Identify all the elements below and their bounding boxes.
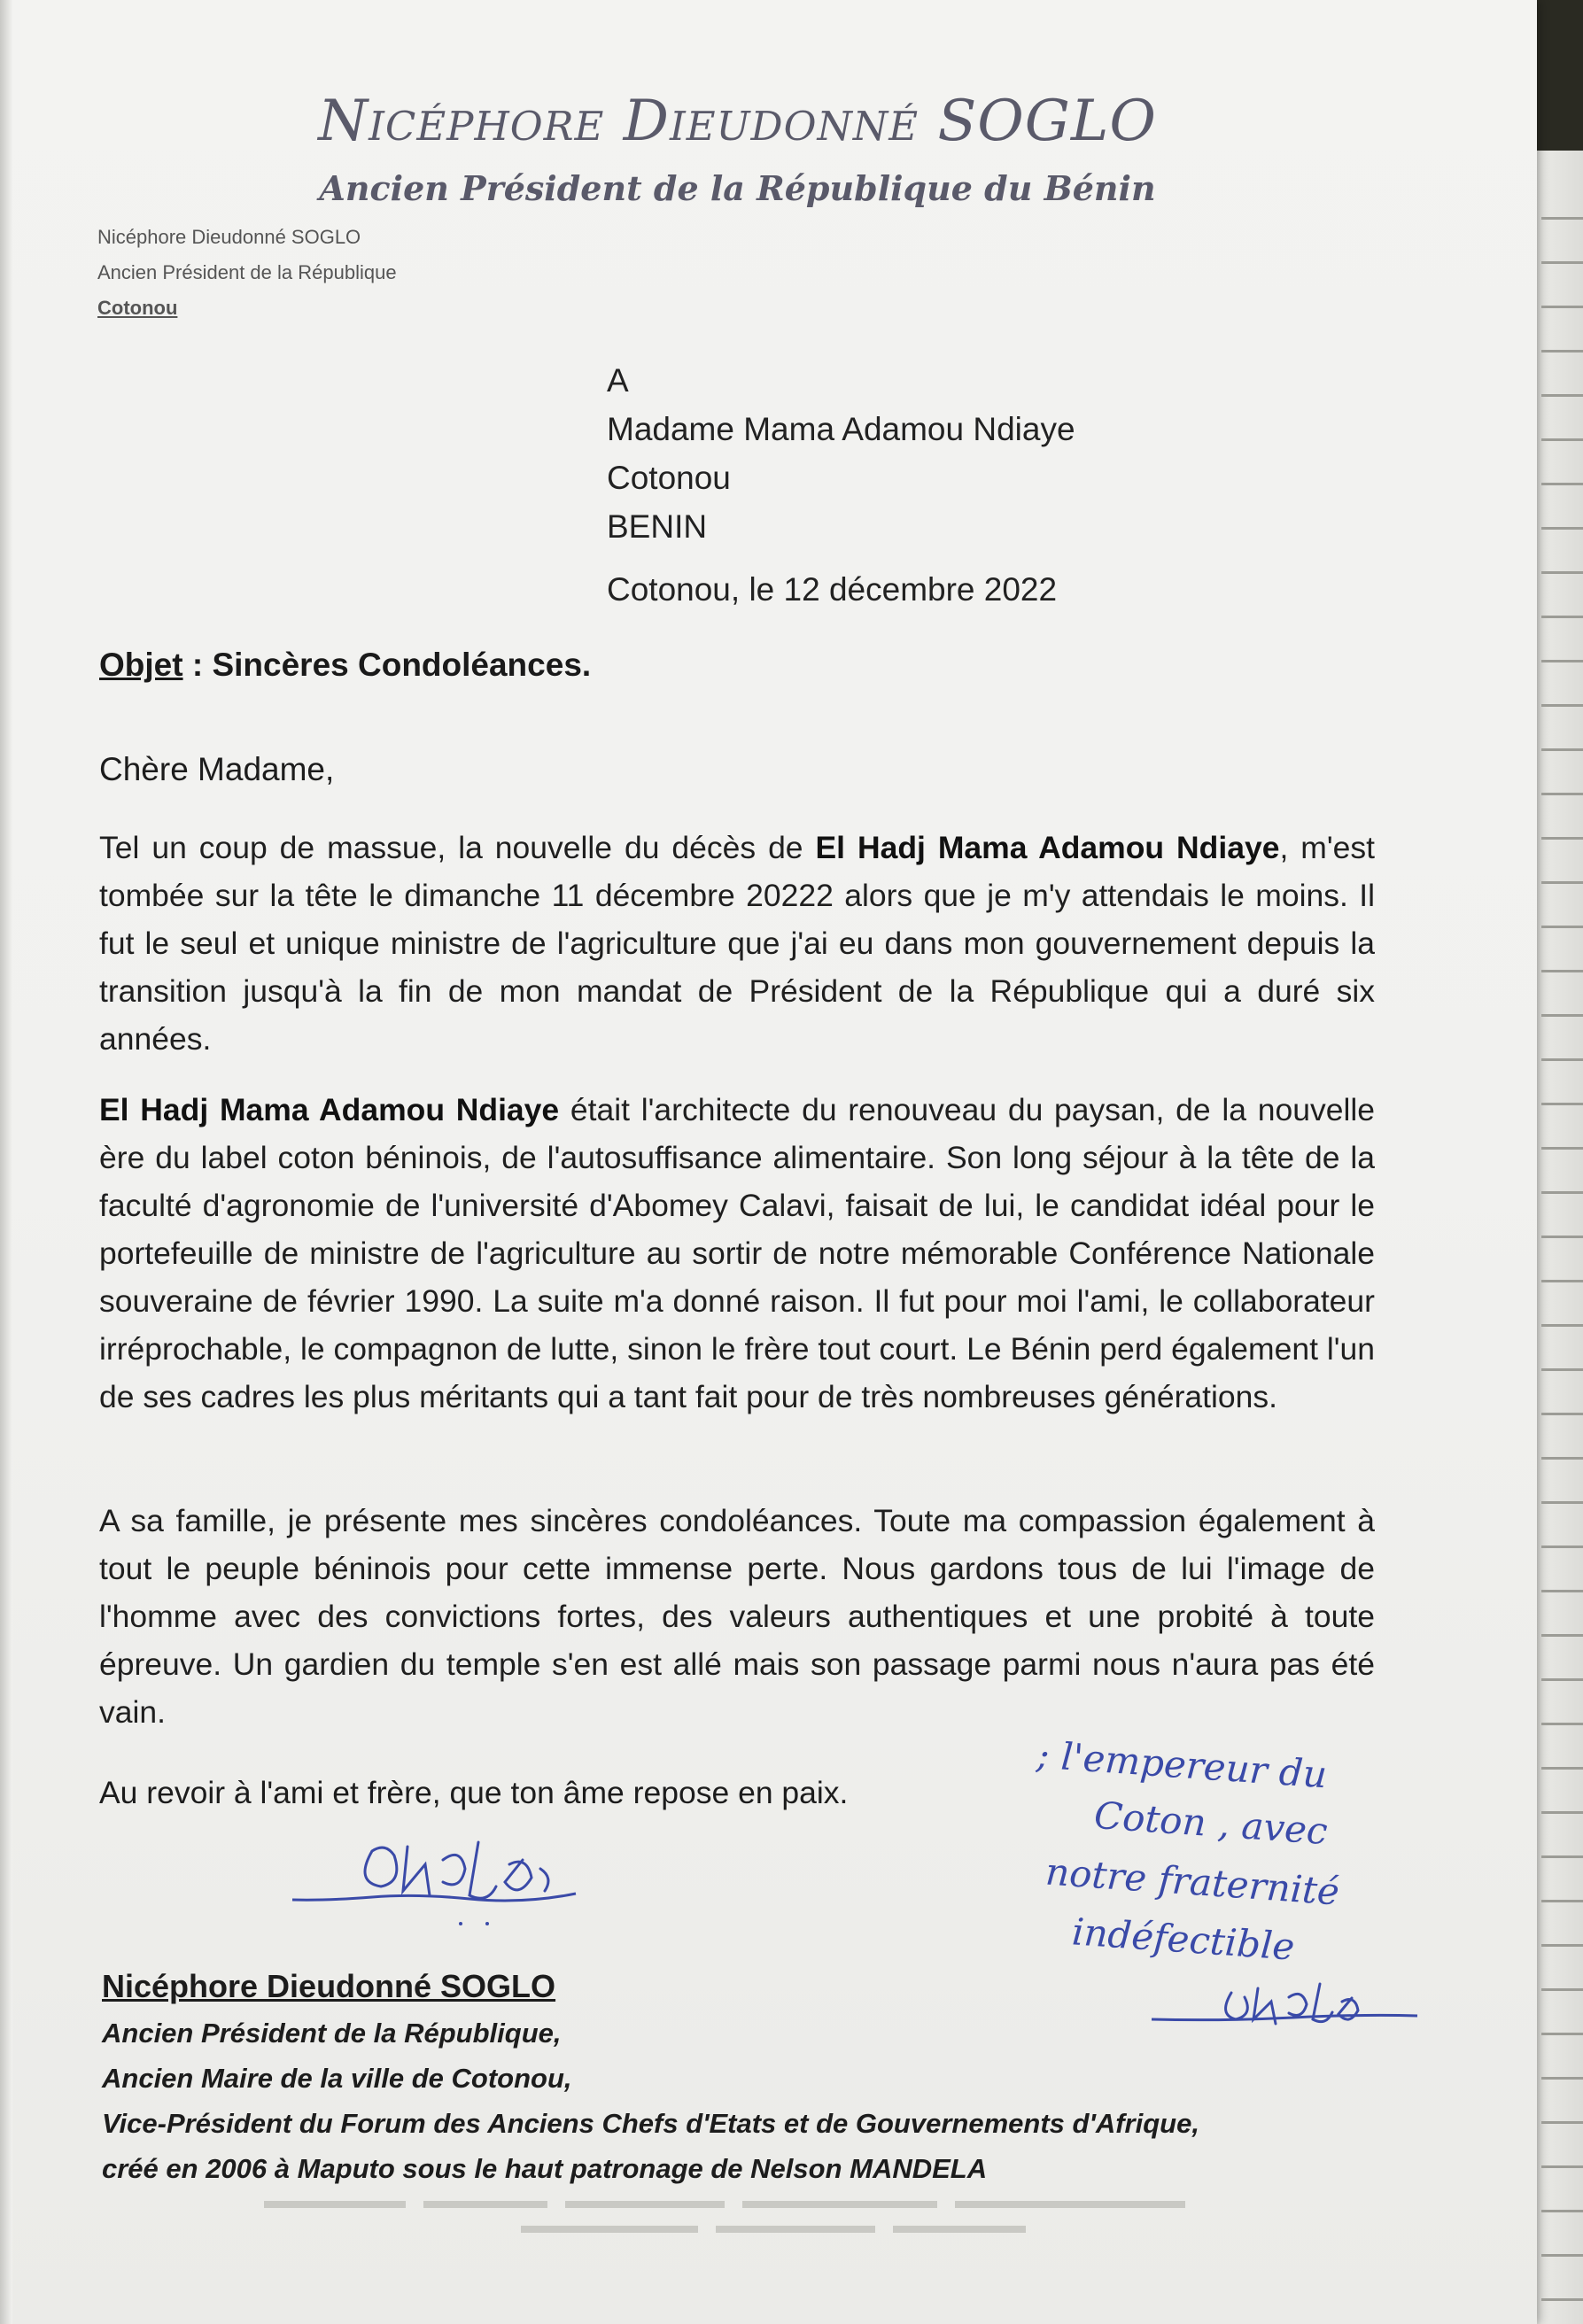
notebook-line (1541, 1324, 1583, 1327)
notebook-line (1541, 970, 1583, 972)
notebook-line (1541, 1988, 1583, 1991)
recipient-name: Madame Mama Adamou Ndiaye (607, 411, 1075, 447)
notebook-line (1541, 1501, 1583, 1504)
notebook-line (1541, 1900, 1583, 1902)
notebook-line (1541, 881, 1583, 884)
notebook-line (1541, 217, 1583, 220)
notebook-line (1541, 1058, 1583, 1061)
notebook-line (1541, 793, 1583, 795)
notebook-line (1541, 350, 1583, 352)
notebook-line (1541, 2165, 1583, 2168)
notebook-line (1541, 1457, 1583, 1460)
notebook-line (1541, 1723, 1583, 1725)
footer-contact (0, 2192, 1537, 2255)
notebook-line (1541, 2298, 1583, 2301)
notebook-line (1541, 527, 1583, 530)
subject-label: Objet (99, 647, 183, 683)
notebook-line (1541, 926, 1583, 928)
notebook-line (1541, 1678, 1583, 1681)
page-shadow-edge (0, 0, 12, 2324)
subject-line (99, 647, 591, 684)
notebook-line (1541, 616, 1583, 618)
notebook-line (1541, 1147, 1583, 1150)
letter-date: Cotonou, le 12 décembre 2022 (607, 571, 1058, 608)
notebook-line (1541, 748, 1583, 751)
notebook-line (1541, 1944, 1583, 1947)
signer-titles (102, 2010, 1199, 2191)
sender-title: Ancien Président de la République (97, 261, 397, 283)
notebook-line (1541, 571, 1583, 574)
recipient-block (607, 356, 1075, 551)
notebook-line (1541, 660, 1583, 662)
closing-line: Au revoir à l'ami et frère, que ton âme repose en paix. (99, 1775, 849, 1810)
deceased-name: El Hadj Mama Adamou Ndiaye (815, 830, 1280, 865)
notebook-line (1541, 438, 1583, 441)
notebook-line (1541, 394, 1583, 397)
recipient-prefix: A (607, 362, 629, 399)
subject-separator: : (182, 647, 213, 683)
notebook-line (1541, 1811, 1583, 1814)
notebook-line (1541, 483, 1583, 485)
notebook-line (1541, 1103, 1583, 1105)
paragraph-1-text-end: , m'est tombée sur la tête le dimanche 11 décembre 20222 alors que je m'y attendais le moins. Il fut le seul et unique ministre de l'agriculture que j'ai eu dans mon gouvernement depuis la transition jusqu'à la fin de mon mandat de Président de la République qui a duré six années. (99, 830, 1375, 1057)
paragraph-2 (99, 1086, 1375, 1421)
signer-title-4: créé en 2006 à Maputo sous le haut patronage de Nelson MANDELA (102, 2153, 988, 2184)
paragraph-1 (99, 824, 1375, 1063)
paragraph-3: A sa famille, je présente mes sincères condoléances. Toute ma compassion également à tout le peuple béninois pour cette immense perte. Nous gardons tous de lui l'image de l'homme avec des convictions fortes, des valeurs authentiques et une probité à toute épreuve. Un gardien du temple s'en est allé mais son passage parmi nous n'aura pas été vain. (99, 1503, 1375, 1730)
handwritten-note-line-3: notre fraternité (1044, 1849, 1341, 1914)
notebook-line (1541, 1767, 1583, 1770)
notebook-line (1541, 1545, 1583, 1548)
signature-mark-1 (275, 1816, 594, 1931)
notebook-line (1541, 1413, 1583, 1415)
notebook-line (1541, 2033, 1583, 2035)
sender-city: Cotonou (97, 297, 178, 319)
recipient-city: Cotonou (607, 460, 731, 496)
notebook-line (1541, 1855, 1583, 1858)
handwritten-note-line-1: ; l'empereur du (1035, 1732, 1329, 1797)
signer-name: Nicéphore Dieudonné SOGLO (102, 1968, 556, 2004)
footer-illegible-text (149, 2192, 1389, 2245)
notebook-line (1541, 1590, 1583, 1592)
notebook-line (1541, 2077, 1583, 2080)
notebook-line (1541, 1280, 1583, 1282)
handwritten-note-line-2: Coton , avec (1092, 1793, 1330, 1854)
notebook-line (1541, 837, 1583, 840)
notebook-line (1541, 1014, 1583, 1017)
signer-title-1: Ancien Président de la République, (102, 2018, 562, 2049)
signer-title-3: Vice-Président du Forum des Anciens Chefs d'Etats et de Gouvernements d'Afrique, (102, 2108, 1199, 2139)
notebook-line (1541, 2254, 1583, 2257)
notebook-line (1541, 704, 1583, 707)
notebook-line (1541, 261, 1583, 264)
salutation: Chère Madame, (99, 751, 335, 787)
paragraph-1-text-start: Tel un coup de massue, la nouvelle du décès de (99, 830, 816, 865)
deceased-name: El Hadj Mama Adamou Ndiaye (99, 1092, 560, 1127)
notebook-line (1541, 2121, 1583, 2124)
letterhead-name: Nicéphore Dieudonné SOGLO (318, 89, 1157, 154)
signer-title-2: Ancien Maire de la ville de Cotonou, (102, 2063, 572, 2094)
notebook-line (1541, 1368, 1583, 1371)
notebook-line (1541, 306, 1583, 308)
notebook-line (1541, 1236, 1583, 1238)
background-object (1537, 0, 1583, 151)
notebook-line (1541, 1191, 1583, 1194)
paragraph-2-text: était l'architecte du renouveau du paysan, de la nouvelle ère du label coton béninois, de l'autosuffisance alimentaire. Son long séjour à la tête de la faculté d'agronomie de l'université d'Abomey Calavi, faisait de lui, le candidat idéal pour le portefeuille de ministre de l'agriculture au sortir de notre mémorable Conférence Nationale souveraine de février 1990. La suite m'a donné raison. Il fut pour moi l'ami, le collaborateur irréprochable, le compagnon de lutte, sinon le frère tout court. Le Bénin perd également l'un de ses cadres les plus méritants qui a tant fait pour de très nombreuses générations. (99, 1092, 1375, 1414)
sender-name: Nicéphore Dieudonné SOGLO (97, 226, 361, 248)
notebook-line (1541, 1634, 1583, 1637)
subject-text: Sincères Condoléances. (212, 647, 592, 683)
handwritten-note-line-4: indéfectible (1070, 1910, 1297, 1969)
recipient-country: BENIN (607, 508, 708, 545)
letterhead-title: Ancien Président de la République du Bénin (319, 168, 1156, 208)
notebook-line (1541, 2210, 1583, 2212)
